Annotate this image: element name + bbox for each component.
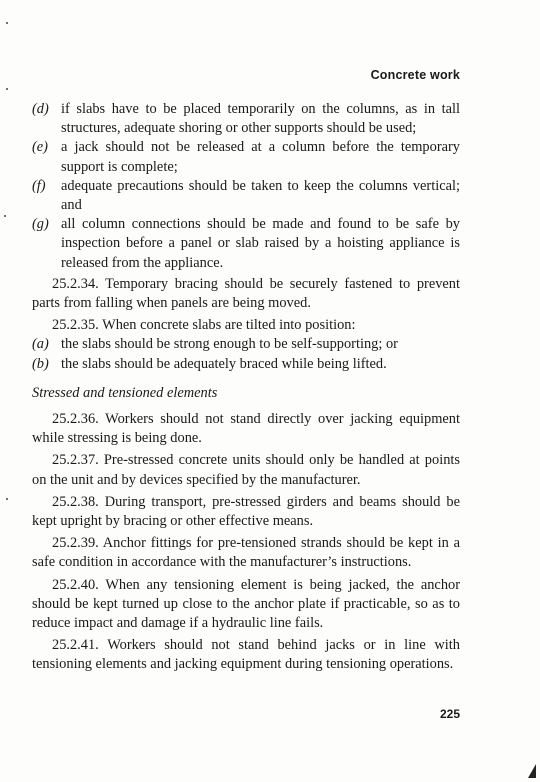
paragraph-25-2-34: 25.2.34. Temporary bracing should be securely fastened to prevent parts from falling when panels are being moved. <box>32 275 460 312</box>
scan-speck <box>4 215 6 217</box>
list-label: (g) <box>32 216 49 233</box>
list-item-d <box>32 100 460 138</box>
list-label: (b) <box>32 355 49 372</box>
paragraph-25-2-39: 25.2.39. Anchor fittings for pre-tensioned strands should be kept in a safe condition in accordance with the manufacturer’s instructions. <box>32 535 460 571</box>
list-label: (a) <box>32 336 49 353</box>
list-text: adequate precautions should be taken to keep the columns vertical; and <box>61 177 460 214</box>
list-label: (e) <box>32 139 48 156</box>
list-text: the slabs should be adequately braced while being lifted. <box>61 355 387 372</box>
page-number: 225 <box>439 707 460 721</box>
list-label: (d) <box>32 101 49 117</box>
paragraph-25-2-37: 25.2.37. Pre-stressed concrete units should only be handled at points on the unit and by devices specified by the manufacturer. <box>32 452 460 488</box>
paragraph-25-2-38: 25.2.38. During transport, pre-stressed girders and beams should be kept upright by bracing or other effective means. <box>32 493 460 530</box>
body-text <box>32 100 460 675</box>
paragraph-25-2-41: 25.2.41. Workers should not stand behind jacks or in line with tensioning elements and jacking equipment during tensioning operations. <box>32 637 460 673</box>
scan-speck <box>6 88 8 90</box>
page-corner-mark <box>528 764 536 778</box>
list-text: the slabs should be strong enough to be self-supporting; or <box>61 336 398 353</box>
running-head: Concrete work <box>370 68 460 82</box>
list-item-g <box>32 215 460 273</box>
section-heading: Stressed and tensioned elements <box>32 384 218 401</box>
paragraph-25-2-35: 25.2.35. When concrete slabs are tilted into position: <box>52 317 356 334</box>
list-item-f <box>32 177 460 215</box>
list-text: if slabs have to be placed temporarily on the columns, as in tall structures, adequate shoring or other supports should be used; <box>61 101 460 137</box>
scan-speck <box>6 498 8 500</box>
scan-speck <box>6 22 8 24</box>
list-item-e <box>32 138 460 176</box>
list-label: (f) <box>32 177 46 194</box>
list-text: a jack should not be released at a column before the temporary support is complete; <box>61 139 460 175</box>
list-text: all column connections should be made and found to be safe by inspection before a panel or slab raised by a hoisting appliance is released from the appliance. <box>61 216 460 271</box>
list-item-b <box>32 355 460 374</box>
paragraph-25-2-40: 25.2.40. When any tensioning element is being jacked, the anchor should be kept turned up close to the anchor plate if practicable, so as to reduce impact and damage if a hydraulic line fails. <box>32 576 460 632</box>
paragraph-25-2-36: 25.2.36. Workers should not stand directly over jacking equipment while stressing is being done. <box>32 411 460 447</box>
list-item-a <box>32 335 460 354</box>
